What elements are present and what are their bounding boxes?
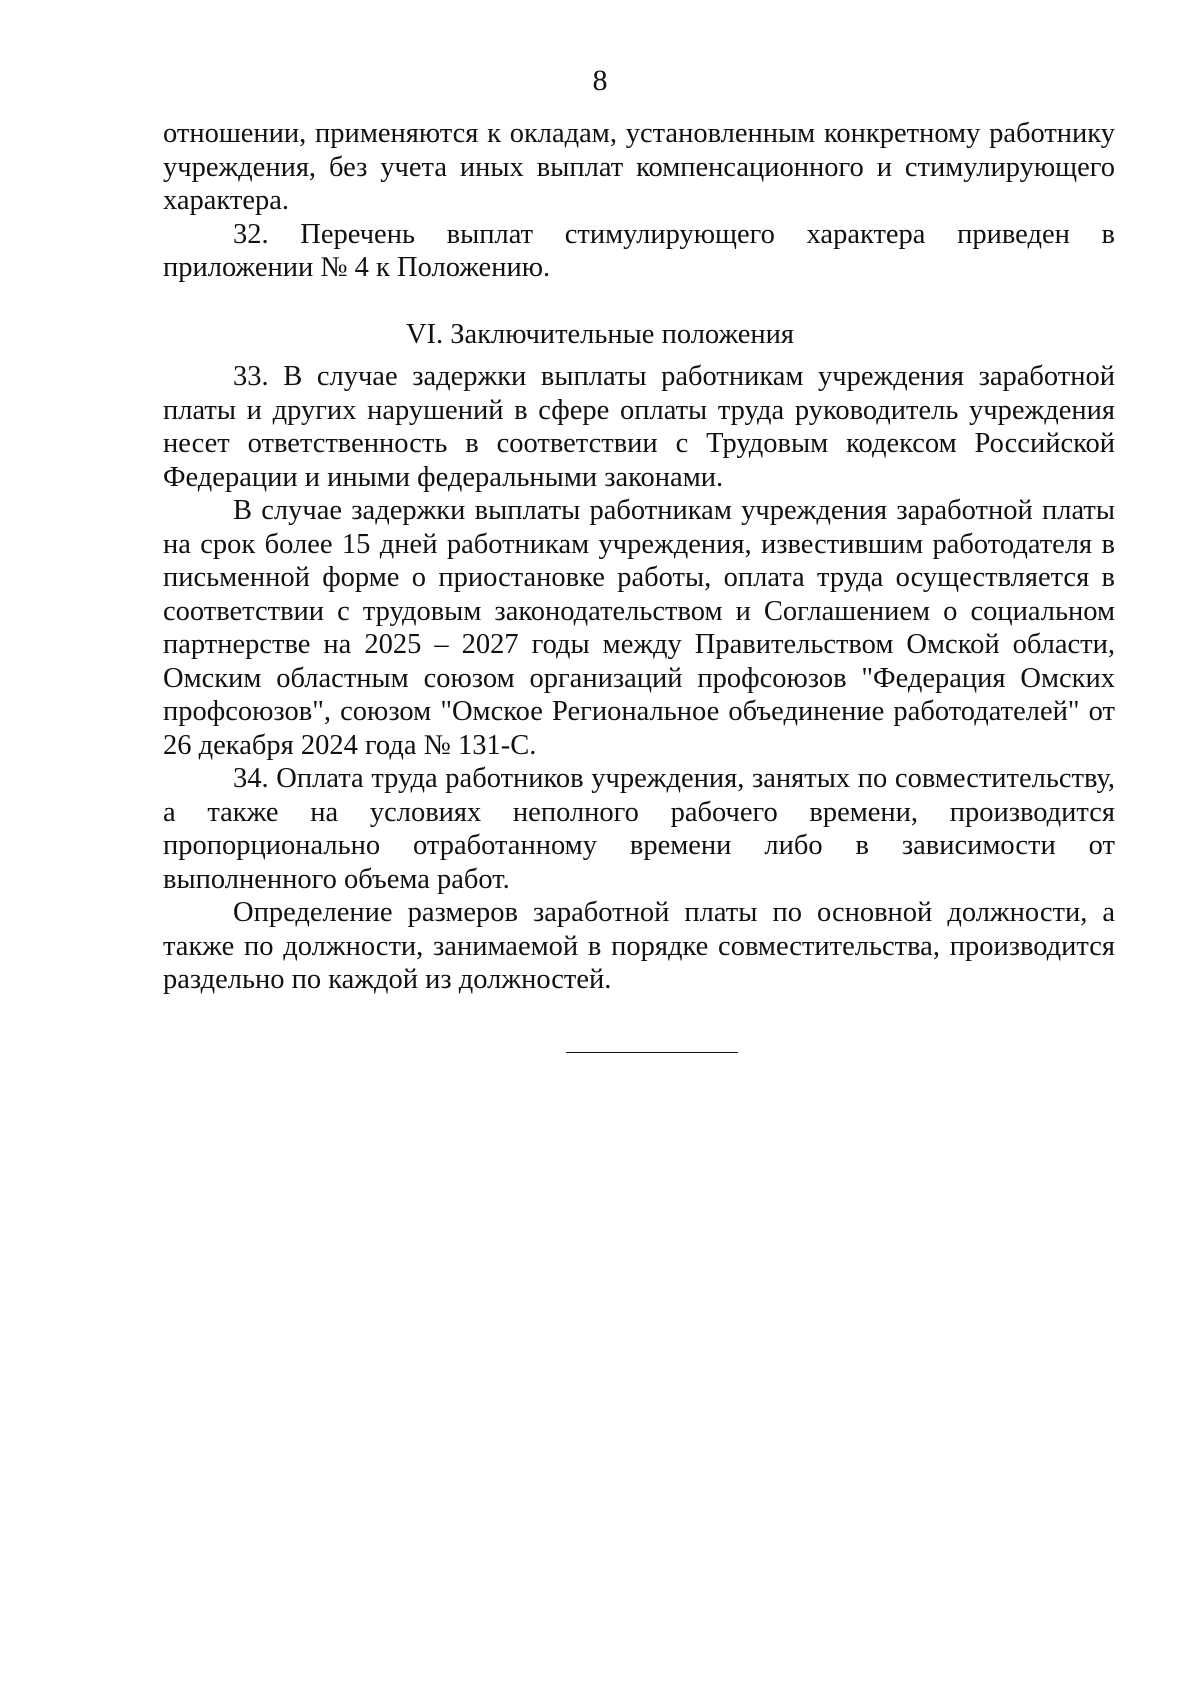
section-heading: VI. Заключительные положения	[405, 319, 795, 350]
paragraph-33: 33. В случае задержки выплаты работникам учреждения заработной платы и других нарушений в сфере оплаты труда руководитель учреждения несет ответственность в соответствии с Трудовым кодексом Российской Федерации и иными федеральными законами.	[163, 361, 1115, 493]
paragraph-33-part-2: В случае задержки выплаты работникам учреждения заработной платы на срок более 15 дней работникам учреждения, известившим работодателя в письменной форме о приостановке работы, оплата труда осуществляется в соответствии с трудовым законодательством и Соглашением о социальном партнерстве на 2025 – 2027 годы между Правительством Омской области, Омским областным союзом организаций профсоюзов "Федерация Омских профсоюзов", союзом "Омское Региональное объединение работодателей" от 26 декабря 2024 года № 131-С.	[163, 495, 1115, 761]
paragraph-31-continuation: отношении, применяются к окладам, установленным конкретному работнику учреждения, без учета иных выплат компенсационного и стимулирующего характера.	[163, 118, 1115, 216]
page-number: 8	[592, 64, 608, 97]
paragraph-32: 32. Перечень выплат стимулирующего характера приведен в приложении № 4 к Положению.	[163, 218, 1115, 283]
end-of-document-rule	[566, 1052, 738, 1053]
text-block-top	[163, 117, 1115, 285]
text-block-main	[163, 360, 1115, 997]
paragraph-34: 34. Оплата труда работников учреждения, занятых по совместительству, а также на условиях неполного рабочего времени, производится пропорционально отработанному времени либо в зависимости от выполненного объема работ.	[163, 763, 1115, 895]
paragraph-34-part-2: Определение размеров заработной платы по основной должности, а также по должности, занимаемой в порядке совместительства, производится раздельно по каждой из должностей.	[163, 897, 1115, 995]
